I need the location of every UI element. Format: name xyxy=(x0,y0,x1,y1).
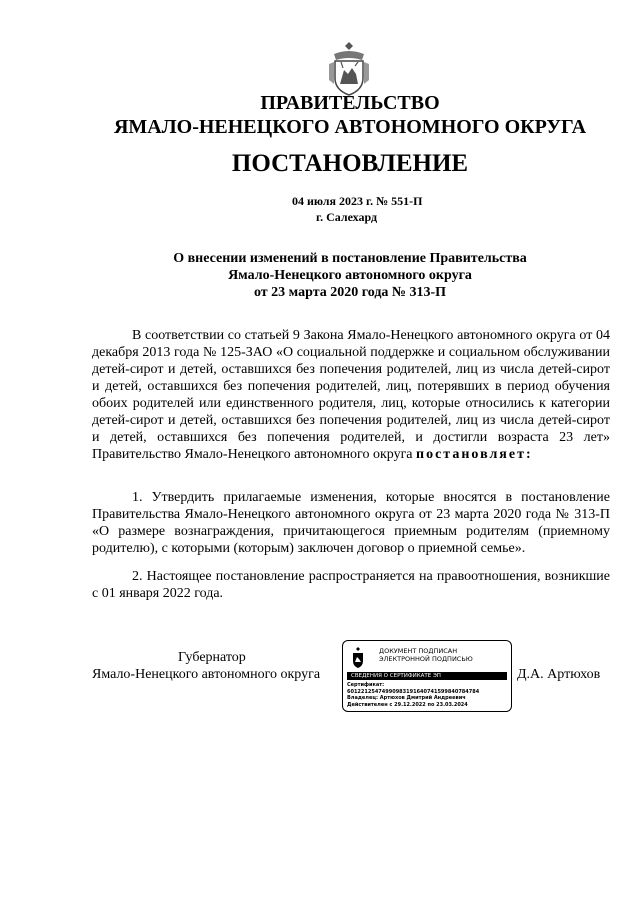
signer-position-line2: Ямало-Ненецкого автономного округа xyxy=(92,667,321,682)
title-line1: О внесении изменений в постановление Правительства xyxy=(173,251,527,266)
stamp-certificate-number: 60122125474990983191640741599840784784 xyxy=(347,688,480,695)
document-title xyxy=(0,250,640,301)
coat-of-arms-icon xyxy=(326,40,372,96)
stamp-title-line1: ДОКУМЕНТ ПОДПИСАН xyxy=(379,647,458,655)
document-date-number: 04 июля 2023 г. № 551-П xyxy=(292,194,423,208)
document-city: г. Салехард xyxy=(316,210,378,224)
item-1-paragraph: 1. Утвердить прилагаемые изменения, которые вносятся в постановление Правительства Ямало-Ненецкого автономного округа от 23 марта 2020 года № 313-П «О размере вознаграждения, причитающегося приемным родителям (приемному родителю), с которыми (которым) заключен договор о приемной семье». xyxy=(92,490,610,556)
stamp-certificate-label: Сертификат: xyxy=(347,682,385,688)
signer-name: Д.А. Артюхов xyxy=(517,667,601,682)
stamp-emblem-icon xyxy=(351,647,365,669)
preamble-paragraph xyxy=(92,327,610,463)
title-line2: Ямало-Ненецкого автономного округа xyxy=(228,268,472,283)
preamble-text: В соответствии со статьей 9 Закона Ямало-Ненецкого автономного округа от 04 декабря 2013 года № 125-ЗАО «О социальной поддержке и социальном обслуживании детей-сирот и детей, оставшихся без попечения родителей, лиц из числа детей-сирот и детей, оставшихся без попечения родителей, лиц, потерявших в период обучения обоих родителей или единственного родителя, лиц, которые относились к категории детей-сирот и детей, оставшихся без попечения родителей, лиц из числа детей-сирот и детей, оставшихся без попечения родителей, и достигли возраста 23 лет» Правительство Ямало-Ненецкого автономного округа xyxy=(92,328,610,462)
stamp-title-line2: ЭЛЕКТРОННОЙ ПОДПИСЬЮ xyxy=(379,655,473,663)
stamp-certificate-info xyxy=(347,682,479,708)
document-type: ПОСТАНОВЛЕНИЕ xyxy=(231,150,469,177)
stamp-certificate-bar: СВЕДЕНИЯ О СЕРТИФИКАТЕ ЭП xyxy=(347,672,507,680)
electronic-signature-stamp xyxy=(342,640,512,712)
stamp-owner: Владелец: Артюхов Дмитрий Андреевич xyxy=(347,695,466,701)
stamp-title xyxy=(379,647,473,663)
signer-position-line1: Губернатор xyxy=(178,650,246,665)
government-name-line2: ЯМАЛО-НЕНЕЦКОГО АВТОНОМНОГО ОКРУГА xyxy=(113,116,587,138)
title-line3: от 23 марта 2020 года № 313-П xyxy=(253,285,447,300)
decree-word: постановляет: xyxy=(416,447,533,462)
government-name-line1: ПРАВИТЕЛЬСТВО xyxy=(260,92,440,114)
stamp-validity: Действителен с 29.12.2022 по 23.03.2024 xyxy=(347,701,468,708)
item-2-paragraph: 2. Настоящее постановление распространяется на правоотношения, возникшие с 01 января 2022 года. xyxy=(92,569,610,601)
